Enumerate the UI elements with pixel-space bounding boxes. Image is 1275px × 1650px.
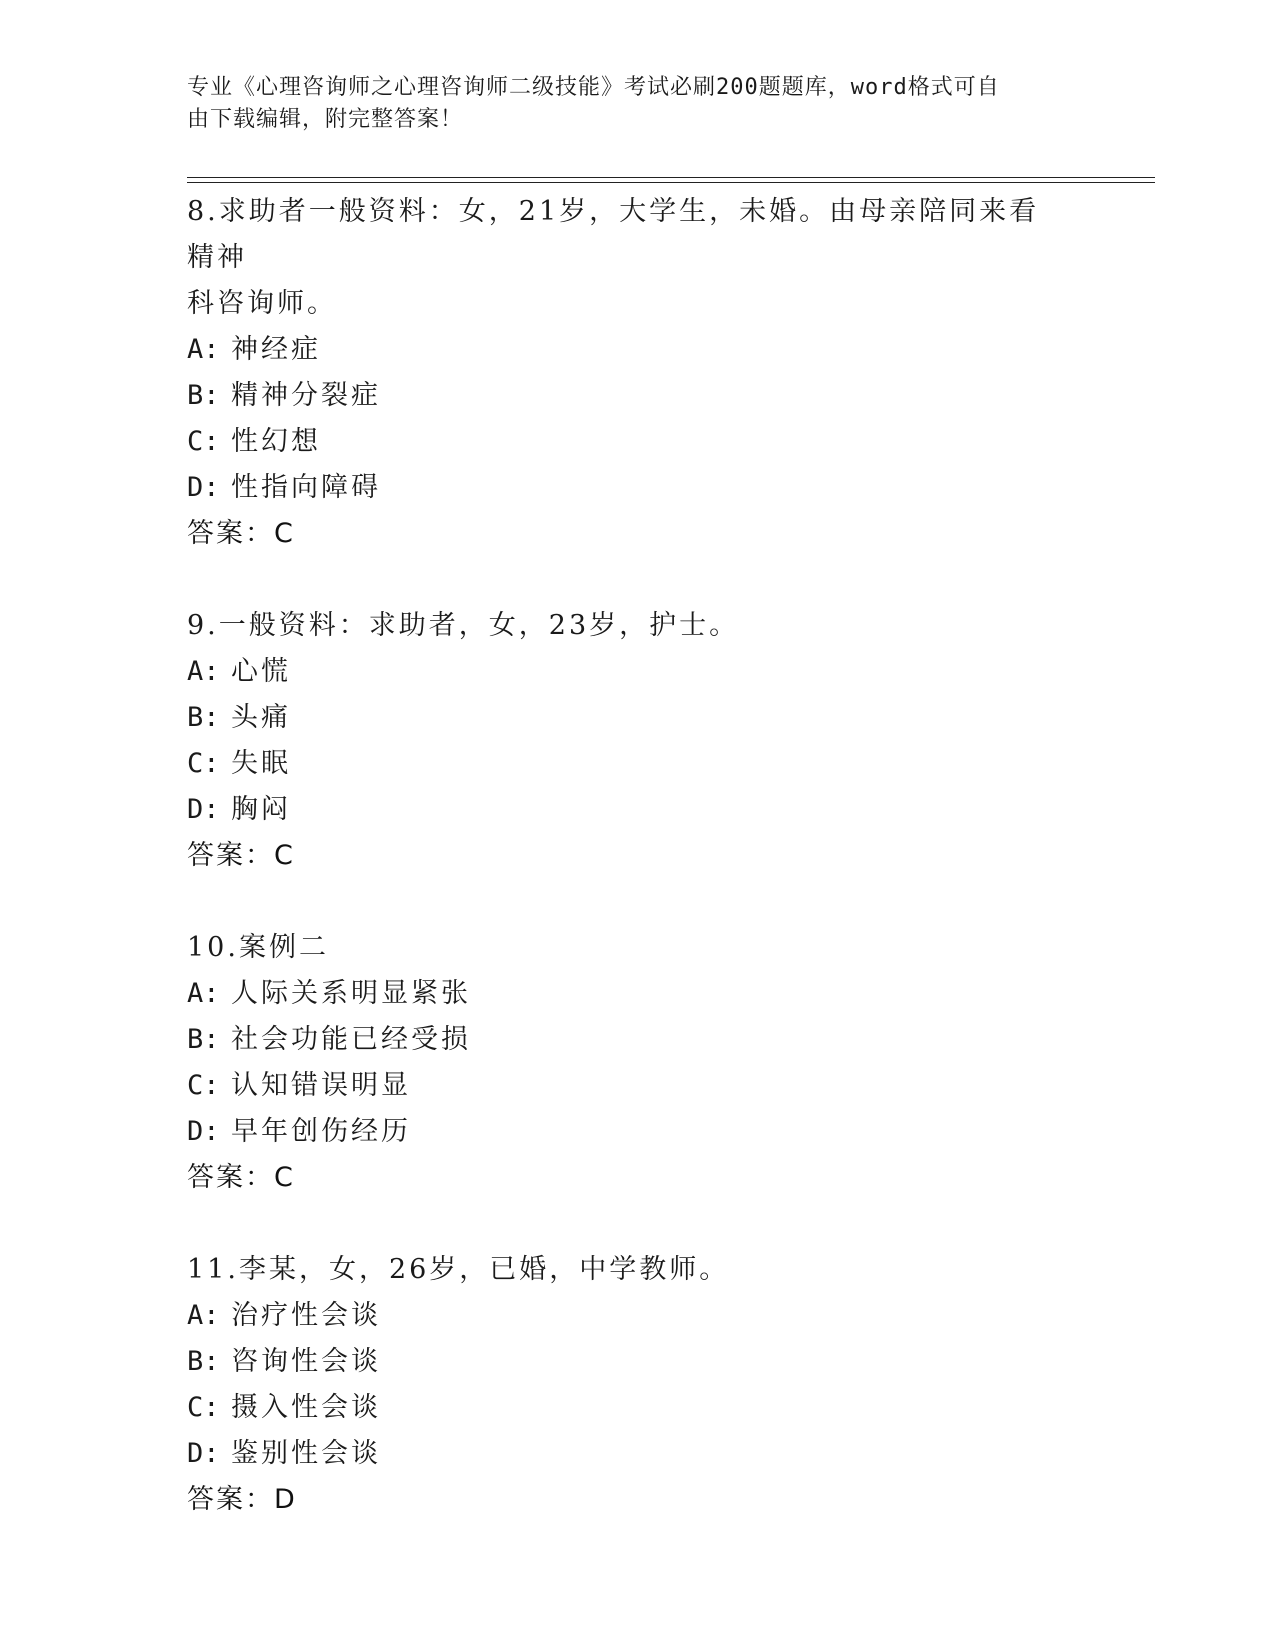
question-stem: 10.案例二	[187, 932, 329, 963]
option-text: 鉴别性会谈	[231, 1438, 381, 1469]
option-letter: D:	[187, 472, 220, 503]
option-text: 早年创伤经历	[231, 1116, 411, 1147]
answer-line: 答案：C	[187, 1162, 295, 1193]
option-text: 人际关系明显紧张	[231, 978, 471, 1009]
answer-line: 答案：C	[187, 518, 295, 549]
question-9	[187, 603, 1067, 879]
option-letter: D:	[187, 1438, 220, 1469]
option-text: 摄入性会谈	[231, 1392, 381, 1423]
option-text: 性指向障碍	[231, 472, 381, 503]
document-header	[187, 72, 1067, 136]
option-text: 失眠	[231, 748, 291, 779]
option-a	[187, 971, 1067, 1017]
option-b	[187, 373, 1067, 419]
option-b	[187, 695, 1067, 741]
option-letter: A:	[187, 656, 220, 687]
option-a	[187, 649, 1067, 695]
header-line-1: 专业《心理咨询师之心理咨询师二级技能》考试必刷200题题库，word格式可自	[187, 75, 1000, 100]
question-stem: 11.李某，女，26岁，已婚，中学教师。	[187, 1254, 730, 1285]
header-line-2: 由下载编辑，附完整答案！	[187, 107, 464, 132]
option-text: 治疗性会谈	[231, 1300, 381, 1331]
option-c	[187, 1063, 1067, 1109]
question-10	[187, 925, 1067, 1201]
option-text: 社会功能已经受损	[231, 1024, 471, 1055]
option-d	[187, 787, 1067, 833]
question-stem-continued: 科咨询师。	[187, 288, 337, 319]
option-text: 性幻想	[231, 426, 321, 457]
option-text: 心慌	[231, 656, 291, 687]
option-letter: C:	[187, 426, 220, 457]
option-letter: B:	[187, 1024, 220, 1055]
option-letter: C:	[187, 748, 220, 779]
option-letter: A:	[187, 1300, 220, 1331]
question-stem: 9.一般资料：求助者，女，23岁，护士。	[187, 610, 740, 641]
question-stem: 8.求助者一般资料：女，21岁，大学生，未婚。由母亲陪同来看精神	[187, 196, 1040, 273]
question-list	[187, 189, 1067, 1569]
option-text: 认知错误明显	[231, 1070, 411, 1101]
answer-line: 答案：D	[187, 1484, 297, 1515]
option-letter: A:	[187, 334, 220, 365]
option-letter: B:	[187, 380, 220, 411]
option-d	[187, 465, 1067, 511]
option-d	[187, 1109, 1067, 1155]
option-c	[187, 741, 1067, 787]
option-a	[187, 327, 1067, 373]
option-letter: C:	[187, 1392, 220, 1423]
option-b	[187, 1017, 1067, 1063]
option-text: 精神分裂症	[231, 380, 381, 411]
question-8	[187, 189, 1067, 557]
option-b	[187, 1339, 1067, 1385]
option-text: 咨询性会谈	[231, 1346, 381, 1377]
option-c	[187, 1385, 1067, 1431]
option-letter: B:	[187, 1346, 220, 1377]
option-text: 胸闷	[231, 794, 291, 825]
option-text: 神经症	[231, 334, 321, 365]
answer-line: 答案：C	[187, 840, 295, 871]
option-letter: D:	[187, 794, 220, 825]
option-letter: D:	[187, 1116, 220, 1147]
option-letter: A:	[187, 978, 220, 1009]
option-d	[187, 1431, 1067, 1477]
header-divider-bottom	[187, 182, 1155, 183]
question-11	[187, 1247, 1067, 1523]
option-letter: B:	[187, 702, 220, 733]
option-letter: C:	[187, 1070, 220, 1101]
header-divider-top	[187, 177, 1155, 178]
option-text: 头痛	[231, 702, 291, 733]
option-a	[187, 1293, 1067, 1339]
option-c	[187, 419, 1067, 465]
